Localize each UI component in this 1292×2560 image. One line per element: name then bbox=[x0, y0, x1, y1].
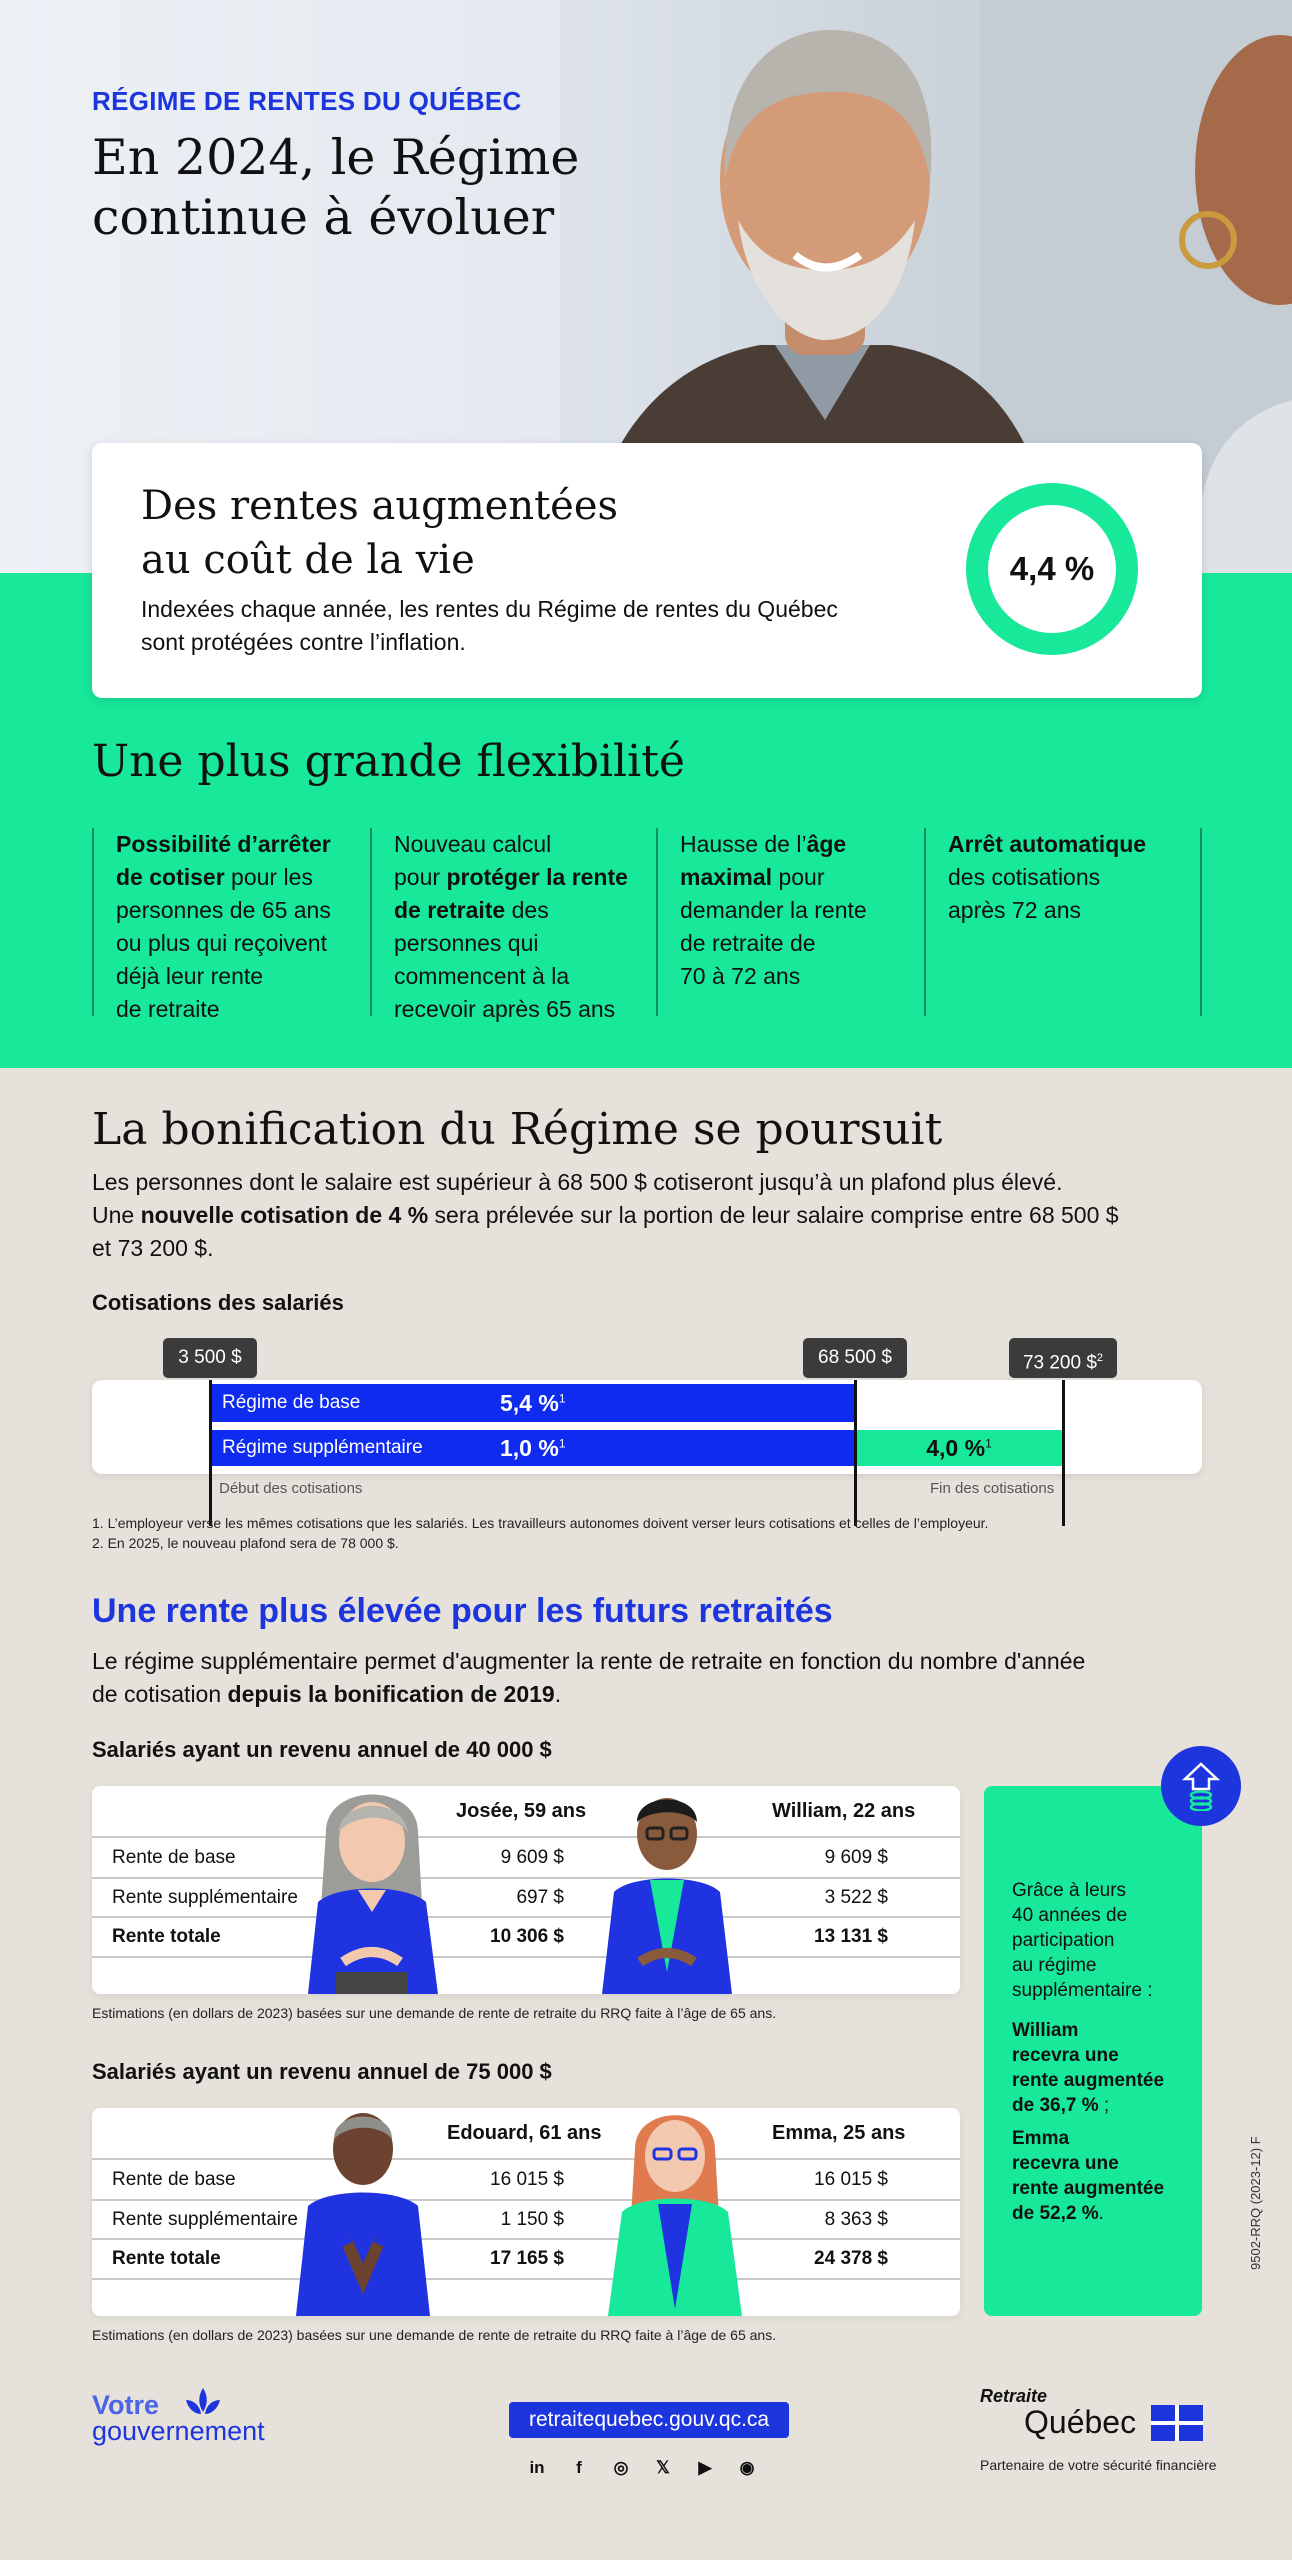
table1-heading: Salariés ayant un revenu annuel de 40 000 $ bbox=[92, 1737, 552, 1762]
website-link[interactable]: retraitequebec.gouv.qc.ca bbox=[509, 2402, 789, 2438]
flex4-bold1: Arrêt automatique bbox=[948, 831, 1147, 857]
brand-line1: Retraite bbox=[980, 2386, 1048, 2406]
indexation-text bbox=[141, 593, 838, 659]
flex1-line6: de retraite bbox=[116, 996, 220, 1022]
callout-emma bbox=[1012, 2126, 1164, 2226]
flex1-line4: ou plus qui reçoivent bbox=[116, 930, 327, 956]
table2-person1: Edouard, 61 ans bbox=[447, 2122, 602, 2144]
indexation-card bbox=[92, 443, 1202, 698]
table2 bbox=[92, 2108, 960, 2316]
future-line2-post: . bbox=[554, 1681, 562, 1707]
youtube-icon[interactable]: ▶ bbox=[698, 2458, 712, 2477]
growth-coins-icon bbox=[1161, 1746, 1241, 1826]
josee-illustration bbox=[298, 1772, 448, 1994]
row-label: Rente totale bbox=[112, 1926, 221, 1947]
callout-line: supplémentaire : bbox=[1012, 1980, 1153, 2001]
table2-note: Estimations (en dollars de 2023) basées sur une demande de rente de retraite du RRQ faite à l’âge de 65 ans. bbox=[92, 2327, 777, 2343]
flex-item-2 bbox=[370, 828, 656, 1022]
callout-intro bbox=[1012, 1878, 1152, 2003]
bar-extra-high-rate-sup: 1 bbox=[985, 1436, 992, 1451]
flex-item-1 bbox=[92, 828, 370, 1022]
callout-line: Grâce à leurs bbox=[1012, 1880, 1127, 1901]
flex2-bold2: protéger la rente bbox=[446, 864, 628, 890]
table1-note: Estimations (en dollars de 2023) basées sur une demande de rente de retraite du RRQ faite à l’âge de 65 ans. bbox=[92, 2005, 777, 2021]
rate-ring bbox=[966, 483, 1138, 655]
flexibility-title: Une plus grande flexibilité bbox=[92, 736, 685, 787]
bonification-line3: et 73 200 $. bbox=[92, 1235, 214, 1261]
document-code bbox=[1248, 2250, 1263, 2270]
flex3-text1: Hausse de l’ bbox=[680, 831, 807, 857]
flex2-line6: recevoir après 65 ans bbox=[394, 996, 616, 1022]
end-label: Fin des cotisations bbox=[930, 1480, 1055, 1497]
start-label: Début des cotisations bbox=[219, 1480, 363, 1497]
overline: RÉGIME DE RENTES DU QUÉBEC bbox=[92, 86, 522, 116]
row-value-1: 1 150 $ bbox=[500, 2209, 564, 2230]
brand-line2: Québec bbox=[1024, 2404, 1137, 2440]
william-illustration bbox=[592, 1772, 742, 1994]
callout-box bbox=[984, 1786, 1202, 2316]
bar-base bbox=[210, 1384, 855, 1422]
callout-punct: . bbox=[1098, 2203, 1104, 2224]
row-value-1: 16 015 $ bbox=[490, 2169, 564, 2190]
edouard-illustration bbox=[288, 2094, 438, 2316]
flex3-line3: demander la rente bbox=[680, 897, 867, 923]
flex2-line5: commencent à la bbox=[394, 963, 570, 989]
callout-line: recevra une bbox=[1012, 2153, 1119, 2174]
indexation-title bbox=[141, 479, 618, 587]
flex3-bold1: âge bbox=[806, 831, 847, 857]
row-label: Rente totale bbox=[112, 2248, 221, 2269]
indexation-title-line2: au coût de la vie bbox=[141, 537, 475, 583]
threshold-tag-mid: 68 500 $ bbox=[803, 1338, 907, 1378]
gov-logo-line2: gouvernement bbox=[92, 2416, 265, 2446]
callout-william bbox=[1012, 2018, 1164, 2118]
threshold-tag-end bbox=[1009, 1338, 1117, 1378]
flex1-line5: déjà leur rente bbox=[116, 963, 264, 989]
bonification-title: La bonification du Régime se poursuit bbox=[92, 1104, 943, 1155]
callout-line: rente augmentée bbox=[1012, 2070, 1165, 2091]
flex2-line4: personnes qui bbox=[394, 930, 539, 956]
row-label: Rente de base bbox=[112, 1847, 236, 1868]
contribution-chart bbox=[0, 1330, 1292, 1510]
callout-line: William bbox=[1012, 2020, 1079, 2041]
row-value-2: 9 609 $ bbox=[824, 1847, 888, 1868]
footnote-2: 2. En 2025, le nouveau plafond sera de 78 000 $. bbox=[92, 1535, 399, 1551]
flex1-bold1: Possibilité d’arrêter bbox=[116, 831, 331, 857]
callout-line: de 52,2 % bbox=[1012, 2203, 1099, 2224]
bar-extra-rate-sup: 1 bbox=[558, 1436, 566, 1451]
rate-value: 4,4 % bbox=[1009, 550, 1095, 587]
bar-extra-high bbox=[855, 1430, 1063, 1466]
flex1-text2: pour les bbox=[224, 864, 313, 890]
page-title-line2: continue à évoluer bbox=[92, 189, 555, 246]
table-row bbox=[92, 1917, 960, 1956]
row-value-1: 697 $ bbox=[516, 1887, 564, 1908]
indexation-text-line2: sont protégées contre l’inflation. bbox=[141, 629, 466, 655]
retraite-quebec-logo bbox=[980, 2386, 1137, 2440]
row-value-2: 24 378 $ bbox=[814, 2248, 888, 2269]
threshold-tag-end-value: 73 200 $ bbox=[1022, 1352, 1097, 1374]
bar-extra-label: Régime supplémentaire bbox=[222, 1437, 423, 1458]
flex2-text2: pour bbox=[394, 864, 447, 890]
callout-line: participation bbox=[1012, 1930, 1115, 1951]
bar-base-label: Régime de base bbox=[222, 1392, 361, 1413]
x-icon[interactable]: 𝕏 bbox=[656, 2458, 670, 2477]
flex4-line2: des cotisations bbox=[948, 864, 1101, 890]
flex2-bold3: de retraite bbox=[394, 897, 506, 923]
flex-item-4 bbox=[924, 828, 1202, 1016]
fleur-de-lis-icon bbox=[182, 2386, 224, 2420]
table1-rule bbox=[92, 1956, 960, 1958]
callout-line: de 36,7 % bbox=[1012, 2095, 1099, 2116]
row-label: Rente supplémentaire bbox=[112, 2209, 298, 2230]
table-row bbox=[92, 2239, 960, 2278]
callout-line: Emma bbox=[1012, 2128, 1070, 2149]
future-line1: Le régime supplémentaire permet d'augmenter la rente de retraite en fonction du nombre d'année bbox=[92, 1648, 1086, 1674]
row-value-1: 10 306 $ bbox=[490, 1926, 564, 1947]
bonification-line1: Les personnes dont le salaire est supérieur à 68 500 $ cotiseront jusqu’à un plafond plus élevé. bbox=[92, 1169, 1063, 1195]
bar-base-rate-sup: 1 bbox=[558, 1391, 566, 1406]
row-label: Rente supplémentaire bbox=[112, 1887, 298, 1908]
bar-extra-rate-value: 1,0 % bbox=[500, 1435, 559, 1461]
callout-line: 40 années de bbox=[1012, 1905, 1128, 1926]
table-row bbox=[92, 1878, 960, 1917]
instagram-icon[interactable]: ◎ bbox=[613, 2458, 629, 2477]
linkedin-icon[interactable]: in bbox=[529, 2458, 545, 2477]
flex1-bold2: de cotiser bbox=[116, 864, 225, 890]
gov-logo bbox=[92, 2392, 265, 2444]
callout-punct: ; bbox=[1098, 2095, 1110, 2116]
bar-extra-rate bbox=[500, 1435, 566, 1462]
footnotes bbox=[92, 1513, 988, 1553]
bonification-line2-post: sera prélevée sur la portion de leur salaire comprise entre 68 500 $ bbox=[428, 1202, 1119, 1228]
table-row bbox=[92, 1838, 960, 1877]
table1-person1: Josée, 59 ans bbox=[456, 1800, 587, 1822]
bar-base-rate bbox=[500, 1390, 566, 1417]
gov-logo-line1: Votre bbox=[92, 2390, 160, 2420]
row-label: Rente de base bbox=[112, 2169, 236, 2190]
flex1-line3: personnes de 65 ans bbox=[116, 897, 331, 923]
chart-title: Cotisations des salariés bbox=[92, 1290, 344, 1315]
bonification-line2-pre: Une bbox=[92, 1202, 141, 1228]
quebec-flag-icon bbox=[1151, 2405, 1203, 2441]
row-value-1: 17 165 $ bbox=[490, 2248, 564, 2269]
table-row bbox=[92, 2200, 960, 2239]
threshold-line bbox=[854, 1380, 857, 1526]
row-value-2: 8 363 $ bbox=[824, 2209, 888, 2230]
table2-person2: Emma, 25 ans bbox=[772, 2122, 906, 2144]
bar-extra-high-rate-value: 4,0 % bbox=[926, 1435, 986, 1461]
social-links bbox=[524, 2455, 760, 2481]
row-value-2: 13 131 $ bbox=[814, 1926, 888, 1947]
flex-item-3 bbox=[656, 828, 924, 1016]
podcast-icon[interactable]: ◉ bbox=[739, 2458, 755, 2477]
flex2-line1: Nouveau calcul bbox=[394, 831, 552, 857]
flex2-text3: des bbox=[505, 897, 549, 923]
future-title: Une rente plus élevée pour les futurs retraités bbox=[92, 1592, 833, 1630]
end-line bbox=[1062, 1380, 1065, 1526]
page-title bbox=[92, 128, 579, 248]
threshold-tag-end-sup: 2 bbox=[1096, 1352, 1104, 1364]
bar-base-rate-value: 5,4 % bbox=[500, 1390, 559, 1416]
table1 bbox=[92, 1786, 960, 1994]
flex3-text2: pour bbox=[772, 864, 825, 890]
row-value-2: 3 522 $ bbox=[824, 1887, 888, 1908]
future-line2-pre: de cotisation bbox=[92, 1681, 228, 1707]
table2-rule bbox=[92, 2278, 960, 2280]
table1-person2: William, 22 ans bbox=[772, 1800, 916, 1822]
row-value-1: 9 609 $ bbox=[500, 1847, 564, 1868]
callout-line: au régime bbox=[1012, 1955, 1097, 1976]
callout-line: rente augmentée bbox=[1012, 2178, 1165, 2199]
bar-extra-high-rate bbox=[926, 1435, 992, 1462]
flex3-line4: de retraite de bbox=[680, 930, 816, 956]
bonification-text bbox=[92, 1166, 1119, 1265]
threshold-tag-start: 3 500 $ bbox=[163, 1338, 257, 1378]
bonification-line2-bold: nouvelle cotisation de 4 % bbox=[140, 1202, 429, 1228]
emma-illustration bbox=[600, 2094, 750, 2316]
page-title-line1: En 2024, le Régime bbox=[92, 129, 580, 186]
brand-tagline: Partenaire de votre sécurité financière bbox=[980, 2457, 1217, 2473]
callout-line: recevra une bbox=[1012, 2045, 1119, 2066]
row-value-2: 16 015 $ bbox=[814, 2169, 888, 2190]
future-text bbox=[92, 1645, 1085, 1711]
facebook-icon[interactable]: f bbox=[576, 2458, 582, 2477]
future-line2-bold: depuis la bonification de 2019 bbox=[227, 1681, 555, 1707]
start-line bbox=[209, 1380, 212, 1526]
table-row bbox=[92, 2160, 960, 2199]
indexation-title-line1: Des rentes augmentées bbox=[141, 483, 619, 529]
bar-extra-low bbox=[210, 1430, 855, 1466]
flex3-line5: 70 à 72 ans bbox=[680, 963, 801, 989]
flex3-bold2: maximal bbox=[680, 864, 773, 890]
indexation-text-line1: Indexées chaque année, les rentes du Régime de rentes du Québec bbox=[141, 596, 838, 622]
arrow-up-coins-icon bbox=[1177, 1761, 1225, 1811]
footnote-1: 1. L’employeur verse les mêmes cotisations que les salariés. Les travailleurs autonomes doivent verser leurs cotisations et celles de l’employeur. bbox=[92, 1515, 989, 1531]
flex4-line3: après 72 ans bbox=[948, 897, 1081, 923]
table2-heading: Salariés ayant un revenu annuel de 75 000 $ bbox=[92, 2059, 552, 2084]
